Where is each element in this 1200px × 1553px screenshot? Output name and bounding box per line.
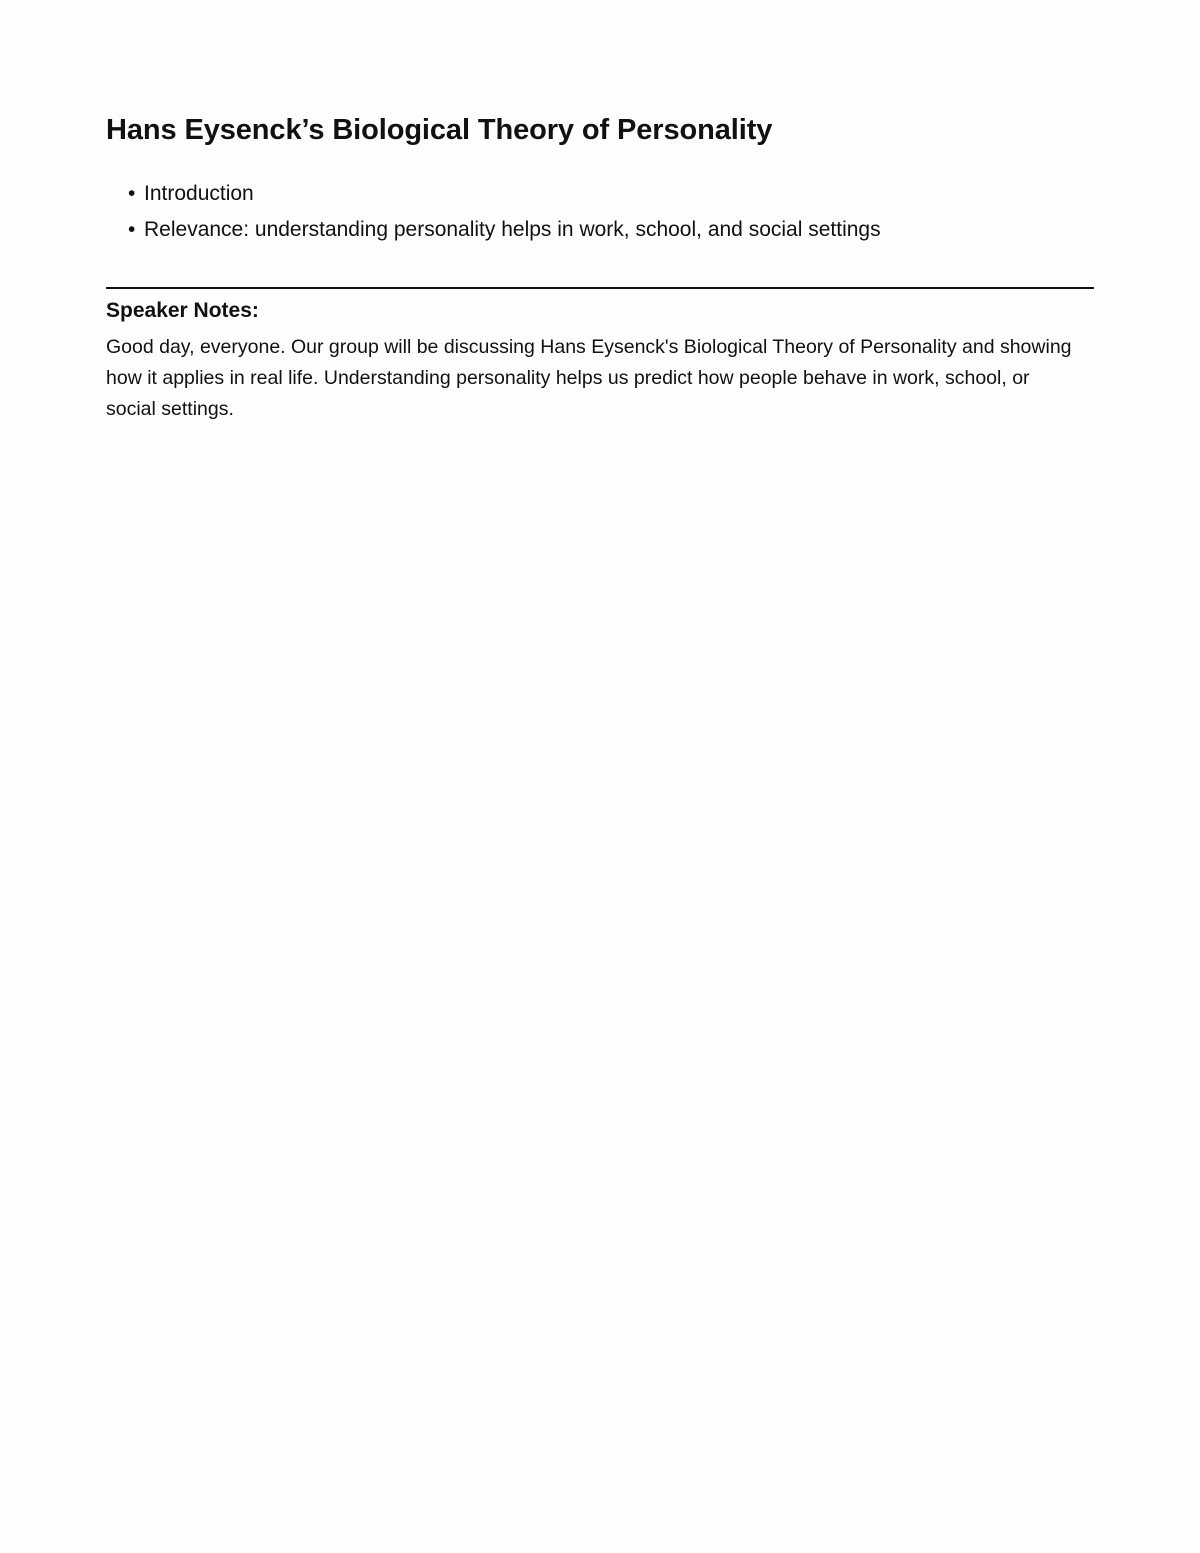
speaker-notes-line: social settings. <box>106 398 234 420</box>
list-item <box>128 212 881 248</box>
speaker-notes-body <box>106 332 1186 425</box>
bullet-text: Relevance: understanding personality helps in work, school, and social settings <box>144 218 881 241</box>
bullet-text: Introduction <box>144 182 254 205</box>
speaker-notes-line: how it applies in real life. Understanding personality helps us predict how people behave in work, school, or <box>106 367 1030 389</box>
bullet-list <box>128 176 881 248</box>
speaker-notes-heading: Speaker Notes: <box>106 299 259 322</box>
bullet-icon: • <box>128 182 136 205</box>
divider <box>106 287 1094 289</box>
list-item <box>128 176 881 212</box>
page-title: Hans Eysenck’s Biological Theory of Personality <box>106 114 773 146</box>
speaker-notes-line: Good day, everyone. Our group will be discussing Hans Eysenck's Biological Theory of Personality and showing <box>106 336 1072 358</box>
bullet-icon: • <box>128 218 136 241</box>
